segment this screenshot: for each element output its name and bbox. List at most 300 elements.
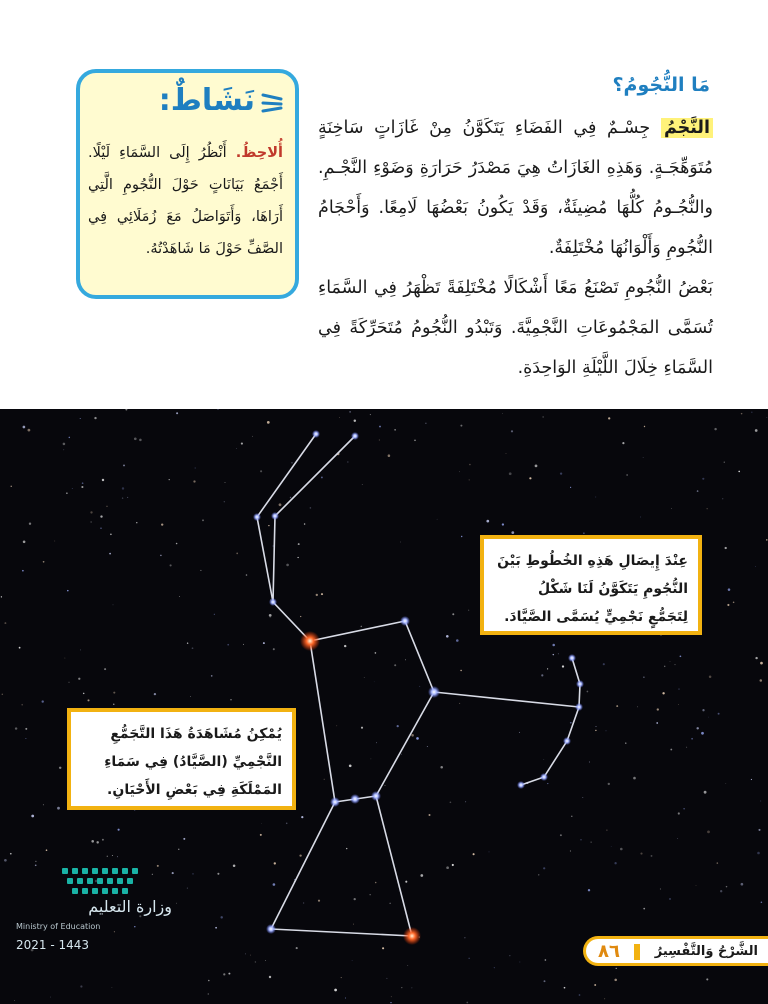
background-star bbox=[637, 706, 638, 707]
background-star bbox=[670, 749, 672, 751]
background-star bbox=[370, 414, 371, 415]
background-star bbox=[176, 543, 178, 545]
background-star bbox=[217, 873, 219, 875]
background-star bbox=[382, 947, 384, 949]
background-star bbox=[608, 783, 610, 785]
background-star bbox=[757, 852, 760, 855]
background-star bbox=[760, 801, 761, 802]
background-star bbox=[766, 539, 768, 541]
background-star bbox=[10, 853, 12, 855]
background-star bbox=[123, 464, 125, 466]
background-star bbox=[588, 889, 590, 891]
background-star bbox=[318, 900, 320, 902]
background-star bbox=[347, 462, 348, 463]
background-star bbox=[390, 1002, 391, 1003]
background-star bbox=[339, 417, 340, 418]
background-star bbox=[506, 453, 507, 454]
background-star bbox=[633, 777, 636, 780]
background-star bbox=[345, 998, 346, 999]
background-star bbox=[511, 531, 514, 534]
background-star bbox=[591, 842, 592, 843]
background-star bbox=[112, 855, 113, 856]
background-star bbox=[579, 994, 581, 996]
background-star bbox=[677, 838, 678, 839]
background-star bbox=[509, 472, 512, 475]
background-star bbox=[706, 978, 708, 980]
activity-body: أَنْظُرُ إِلَى السَّمَاءِ لَيْلًا. أَجْمَعُ بَيَانَاتٍ حَوْلَ النُّجُومِ الَّتِي أَرَاهَا، وَأَتَوَاصَلُ مَعَ زُمَلَائِي فِي الصَّفِّ حَوْلَ مَا شَاهَدْتُهُ. bbox=[88, 145, 283, 257]
background-star bbox=[63, 449, 64, 450]
background-star bbox=[107, 506, 108, 507]
background-star bbox=[296, 947, 298, 949]
background-star bbox=[606, 830, 607, 831]
background-star bbox=[81, 486, 83, 488]
callout-visible-in-kingdom: يُمْكِنُ مُشَاهَدَةُ هَذَا التَّجَمُّعِ النَّجْمِيِّ (الصَّيَّادُ) فِي سَمَاءِ المَمْلَكَةِ فِي بَعْضِ الأَحْيَانِ. bbox=[67, 708, 296, 810]
background-star bbox=[469, 464, 471, 466]
background-star bbox=[571, 816, 572, 817]
background-star bbox=[611, 846, 612, 847]
background-star bbox=[110, 533, 112, 535]
background-star bbox=[547, 783, 548, 784]
background-star bbox=[316, 594, 318, 596]
background-star bbox=[465, 801, 466, 802]
background-star bbox=[461, 536, 462, 537]
background-star bbox=[702, 709, 704, 711]
background-star bbox=[419, 686, 420, 687]
ministry-name-arabic: وزارة التعليم bbox=[88, 897, 172, 916]
background-star bbox=[19, 647, 21, 649]
background-star bbox=[107, 856, 108, 857]
background-star bbox=[606, 730, 607, 731]
background-star bbox=[596, 726, 597, 727]
background-star bbox=[80, 418, 81, 419]
background-star bbox=[427, 746, 428, 747]
background-star bbox=[273, 883, 276, 886]
background-star bbox=[390, 903, 391, 904]
background-star bbox=[87, 699, 89, 701]
background-star bbox=[696, 727, 698, 729]
background-star bbox=[78, 678, 80, 680]
background-star bbox=[223, 973, 225, 975]
background-star bbox=[29, 522, 31, 524]
background-star bbox=[738, 471, 740, 473]
background-star bbox=[529, 477, 531, 479]
background-star bbox=[220, 916, 222, 918]
background-star bbox=[755, 657, 757, 659]
paragraph-2: بَعْضُ النُّجُومِ تَصْنَعُ مَعًا أَشْكَالًا مُخْتَلِفَةً تَظْهَرُ فِي السَّمَاءِ تُسَمَّى المَجْمُوعَاتِ النَّجْمِيَّةَ. وَتَبْدُو النُّجُومُ مُتَحَرِّكَةً فِي السَّمَاءِ خِلَالَ اللَّيْلَةِ الوَاحِدَةِ. bbox=[318, 278, 713, 378]
background-star bbox=[547, 668, 548, 669]
background-star bbox=[553, 654, 554, 655]
background-star bbox=[543, 416, 544, 417]
background-star bbox=[544, 980, 546, 982]
background-star bbox=[379, 426, 381, 428]
background-star bbox=[23, 541, 26, 544]
background-star bbox=[408, 965, 409, 966]
background-star bbox=[200, 570, 201, 571]
background-star bbox=[321, 593, 323, 595]
background-star bbox=[452, 864, 454, 866]
background-star bbox=[704, 791, 707, 794]
edition-year: 2021 - 1443 bbox=[16, 938, 90, 952]
background-star bbox=[459, 471, 460, 472]
background-star bbox=[405, 659, 406, 660]
background-star bbox=[691, 738, 693, 740]
background-star bbox=[651, 855, 653, 857]
background-star bbox=[361, 626, 363, 628]
background-star bbox=[290, 497, 291, 498]
background-star bbox=[717, 862, 718, 863]
background-star bbox=[113, 604, 114, 605]
background-star bbox=[344, 645, 346, 647]
background-star bbox=[228, 973, 230, 975]
background-star bbox=[640, 853, 642, 855]
background-star bbox=[473, 853, 475, 855]
background-star bbox=[620, 848, 623, 851]
background-star bbox=[298, 543, 300, 545]
background-star bbox=[297, 557, 298, 558]
background-star bbox=[321, 476, 323, 478]
background-star bbox=[446, 635, 449, 638]
background-star bbox=[176, 412, 178, 414]
background-star bbox=[65, 658, 66, 659]
background-star bbox=[202, 519, 204, 521]
background-star bbox=[260, 470, 262, 472]
background-star bbox=[364, 677, 365, 678]
activity-text bbox=[88, 137, 283, 265]
background-star bbox=[450, 801, 452, 803]
background-star bbox=[69, 437, 71, 439]
background-star bbox=[270, 617, 271, 618]
background-star bbox=[255, 961, 256, 962]
background-star bbox=[594, 984, 596, 986]
background-star bbox=[371, 759, 372, 760]
activity-marks-icon bbox=[261, 91, 283, 115]
background-star bbox=[626, 474, 627, 475]
background-star bbox=[733, 602, 735, 604]
background-star bbox=[252, 436, 253, 437]
background-star bbox=[230, 699, 231, 700]
background-star bbox=[354, 419, 356, 421]
background-star bbox=[702, 478, 704, 480]
background-star bbox=[751, 779, 752, 780]
background-star bbox=[134, 437, 137, 440]
background-star bbox=[370, 894, 371, 895]
background-star bbox=[469, 958, 470, 959]
background-star bbox=[214, 614, 215, 615]
background-star bbox=[379, 439, 380, 440]
background-star bbox=[616, 968, 617, 969]
background-star bbox=[662, 692, 664, 694]
background-star bbox=[352, 960, 353, 961]
background-star bbox=[428, 814, 430, 816]
background-star bbox=[233, 864, 236, 867]
background-star bbox=[361, 727, 363, 729]
background-star bbox=[616, 705, 618, 707]
background-star bbox=[299, 854, 301, 856]
background-star bbox=[511, 430, 513, 432]
background-star bbox=[570, 850, 571, 851]
background-star bbox=[286, 564, 289, 567]
background-star bbox=[154, 693, 156, 695]
background-star bbox=[113, 692, 115, 694]
background-star bbox=[300, 616, 301, 617]
background-star bbox=[267, 421, 270, 424]
background-star bbox=[102, 479, 104, 481]
background-star bbox=[726, 886, 728, 888]
constellation-lines bbox=[257, 434, 580, 936]
background-star bbox=[301, 816, 303, 818]
activity-label: أُلاحِظُ. bbox=[235, 145, 283, 161]
background-star bbox=[102, 839, 104, 841]
background-star bbox=[224, 501, 225, 502]
background-star bbox=[385, 785, 386, 786]
background-star bbox=[43, 804, 44, 805]
activity-title: نَشَاطٌ: bbox=[158, 83, 255, 118]
background-star bbox=[195, 468, 196, 469]
background-star bbox=[502, 413, 503, 414]
background-star bbox=[466, 1002, 468, 1004]
background-star bbox=[494, 967, 495, 968]
background-star bbox=[671, 508, 672, 509]
background-star bbox=[208, 994, 209, 995]
background-star bbox=[686, 747, 687, 748]
background-star bbox=[543, 867, 545, 869]
background-star bbox=[187, 888, 188, 889]
main-text bbox=[318, 108, 713, 388]
background-star bbox=[169, 479, 170, 480]
background-star bbox=[304, 523, 306, 525]
background-star bbox=[643, 676, 645, 678]
background-star bbox=[614, 979, 617, 982]
background-star bbox=[59, 767, 61, 769]
background-star bbox=[303, 903, 304, 904]
background-star bbox=[4, 622, 6, 624]
background-star bbox=[160, 555, 162, 557]
background-star bbox=[91, 840, 94, 843]
callout-connecting-lines: عِنْدَ إِيصَالِ هَذِهِ الخُطُوطِ بَيْنَ النُّجُومِ يَتَكَوَّنُ لَنَا شَكْلُ لِتَجَمُّعٍ نَجْمِيٍّ يُسَمَّى الصَّيَّادَ. bbox=[480, 535, 702, 635]
background-star bbox=[728, 588, 731, 591]
background-star bbox=[720, 890, 722, 892]
background-star bbox=[411, 734, 414, 737]
background-star bbox=[341, 977, 342, 978]
background-star bbox=[118, 829, 120, 831]
background-star bbox=[179, 596, 180, 597]
background-star bbox=[31, 815, 34, 818]
background-star bbox=[405, 881, 407, 883]
background-star bbox=[722, 498, 723, 499]
background-star bbox=[400, 542, 401, 543]
background-star bbox=[675, 664, 676, 665]
background-star bbox=[582, 797, 583, 798]
background-star bbox=[273, 648, 275, 650]
background-star bbox=[72, 488, 73, 489]
background-star bbox=[707, 831, 710, 834]
background-star bbox=[464, 937, 465, 938]
background-star bbox=[538, 874, 539, 875]
background-star bbox=[741, 413, 743, 415]
background-star bbox=[560, 472, 562, 474]
background-star bbox=[82, 482, 84, 484]
background-star bbox=[670, 661, 671, 662]
background-star bbox=[394, 429, 395, 430]
background-star bbox=[109, 553, 111, 555]
background-star bbox=[375, 882, 377, 884]
background-star bbox=[127, 497, 128, 498]
background-star bbox=[560, 834, 562, 836]
background-star bbox=[353, 924, 354, 925]
background-star bbox=[614, 862, 616, 864]
background-star bbox=[161, 523, 163, 525]
background-star bbox=[459, 703, 460, 704]
background-star bbox=[587, 691, 589, 693]
background-star bbox=[724, 462, 725, 463]
background-star bbox=[211, 675, 213, 677]
background-star bbox=[227, 644, 229, 646]
background-star bbox=[394, 664, 396, 666]
background-star bbox=[94, 417, 96, 419]
background-star bbox=[2, 694, 3, 695]
background-star bbox=[603, 663, 605, 665]
background-star bbox=[176, 903, 177, 904]
background-star bbox=[570, 487, 571, 488]
background-star bbox=[245, 953, 246, 954]
background-star bbox=[589, 762, 590, 763]
background-star bbox=[709, 675, 712, 678]
background-star bbox=[11, 486, 12, 487]
background-star bbox=[90, 521, 91, 522]
background-star bbox=[656, 722, 658, 724]
background-star bbox=[336, 725, 337, 726]
footer-separator bbox=[634, 944, 640, 960]
background-star bbox=[604, 998, 605, 999]
background-star bbox=[80, 649, 81, 650]
background-star bbox=[54, 541, 55, 542]
background-star bbox=[401, 987, 402, 988]
background-star bbox=[625, 742, 626, 743]
background-star bbox=[388, 454, 391, 457]
background-star bbox=[42, 700, 44, 702]
background-star bbox=[519, 732, 520, 733]
background-star bbox=[374, 682, 375, 683]
background-star bbox=[310, 507, 312, 509]
ministry-name-english: Ministry of Education bbox=[16, 922, 101, 931]
background-star bbox=[112, 987, 113, 988]
background-star bbox=[69, 682, 70, 683]
background-star bbox=[469, 479, 470, 480]
background-star bbox=[136, 522, 137, 523]
background-star bbox=[420, 874, 423, 877]
background-star bbox=[63, 443, 66, 446]
background-star bbox=[362, 484, 363, 485]
background-star bbox=[208, 980, 210, 982]
background-star bbox=[217, 409, 219, 410]
background-star bbox=[446, 866, 449, 869]
background-star bbox=[669, 898, 670, 899]
background-star bbox=[760, 679, 763, 682]
background-star bbox=[90, 511, 92, 513]
background-star bbox=[183, 838, 185, 840]
background-star bbox=[113, 704, 114, 705]
background-star bbox=[552, 644, 555, 647]
background-star bbox=[412, 988, 413, 989]
background-star bbox=[509, 955, 510, 956]
background-star bbox=[349, 411, 351, 413]
background-star bbox=[14, 1000, 15, 1001]
background-star bbox=[215, 927, 217, 929]
background-star bbox=[268, 525, 269, 526]
background-star bbox=[4, 859, 7, 862]
background-star bbox=[241, 443, 243, 445]
background-star bbox=[697, 490, 699, 492]
background-star bbox=[678, 812, 680, 814]
background-star bbox=[660, 889, 661, 890]
background-star bbox=[622, 442, 624, 444]
background-star bbox=[643, 908, 645, 910]
background-star bbox=[714, 428, 716, 430]
background-star bbox=[741, 883, 744, 886]
background-star bbox=[246, 574, 248, 576]
background-star bbox=[608, 417, 610, 419]
background-star bbox=[192, 647, 194, 649]
background-star bbox=[725, 547, 727, 549]
ministry-emblem-icon bbox=[56, 864, 156, 898]
background-star bbox=[83, 693, 85, 695]
background-star bbox=[486, 520, 489, 523]
background-star bbox=[67, 590, 69, 592]
background-star bbox=[375, 652, 377, 654]
background-star bbox=[25, 728, 27, 730]
activity-box bbox=[76, 69, 299, 299]
background-star bbox=[564, 987, 566, 989]
background-star bbox=[460, 425, 462, 427]
background-star bbox=[696, 885, 697, 886]
background-star bbox=[193, 480, 195, 482]
background-star bbox=[545, 959, 547, 961]
background-star bbox=[751, 412, 752, 413]
background-star bbox=[664, 666, 665, 667]
background-star bbox=[680, 655, 682, 657]
background-star bbox=[727, 604, 729, 606]
background-star bbox=[170, 564, 172, 566]
background-star bbox=[595, 497, 596, 498]
background-star bbox=[416, 737, 419, 740]
term-highlight: النَّجْمُ bbox=[661, 118, 713, 138]
background-star bbox=[580, 839, 581, 840]
background-star bbox=[35, 861, 36, 862]
background-star bbox=[386, 978, 387, 979]
background-star bbox=[43, 561, 45, 563]
background-star bbox=[187, 643, 188, 644]
background-star bbox=[1, 596, 2, 597]
background-star bbox=[401, 754, 402, 755]
background-star bbox=[376, 742, 377, 743]
background-star bbox=[440, 766, 443, 769]
ministry-logo bbox=[12, 864, 172, 964]
background-star bbox=[125, 409, 127, 410]
background-star bbox=[261, 823, 262, 824]
background-star bbox=[683, 808, 684, 809]
background-star bbox=[437, 519, 438, 520]
background-star bbox=[468, 610, 469, 611]
background-star bbox=[178, 849, 179, 850]
background-star bbox=[265, 960, 266, 961]
background-star bbox=[758, 829, 760, 831]
background-star bbox=[460, 670, 461, 671]
star-field-image bbox=[0, 409, 768, 1004]
background-star bbox=[755, 429, 758, 432]
background-star bbox=[122, 497, 123, 498]
background-star bbox=[279, 503, 282, 506]
background-star bbox=[190, 696, 191, 697]
